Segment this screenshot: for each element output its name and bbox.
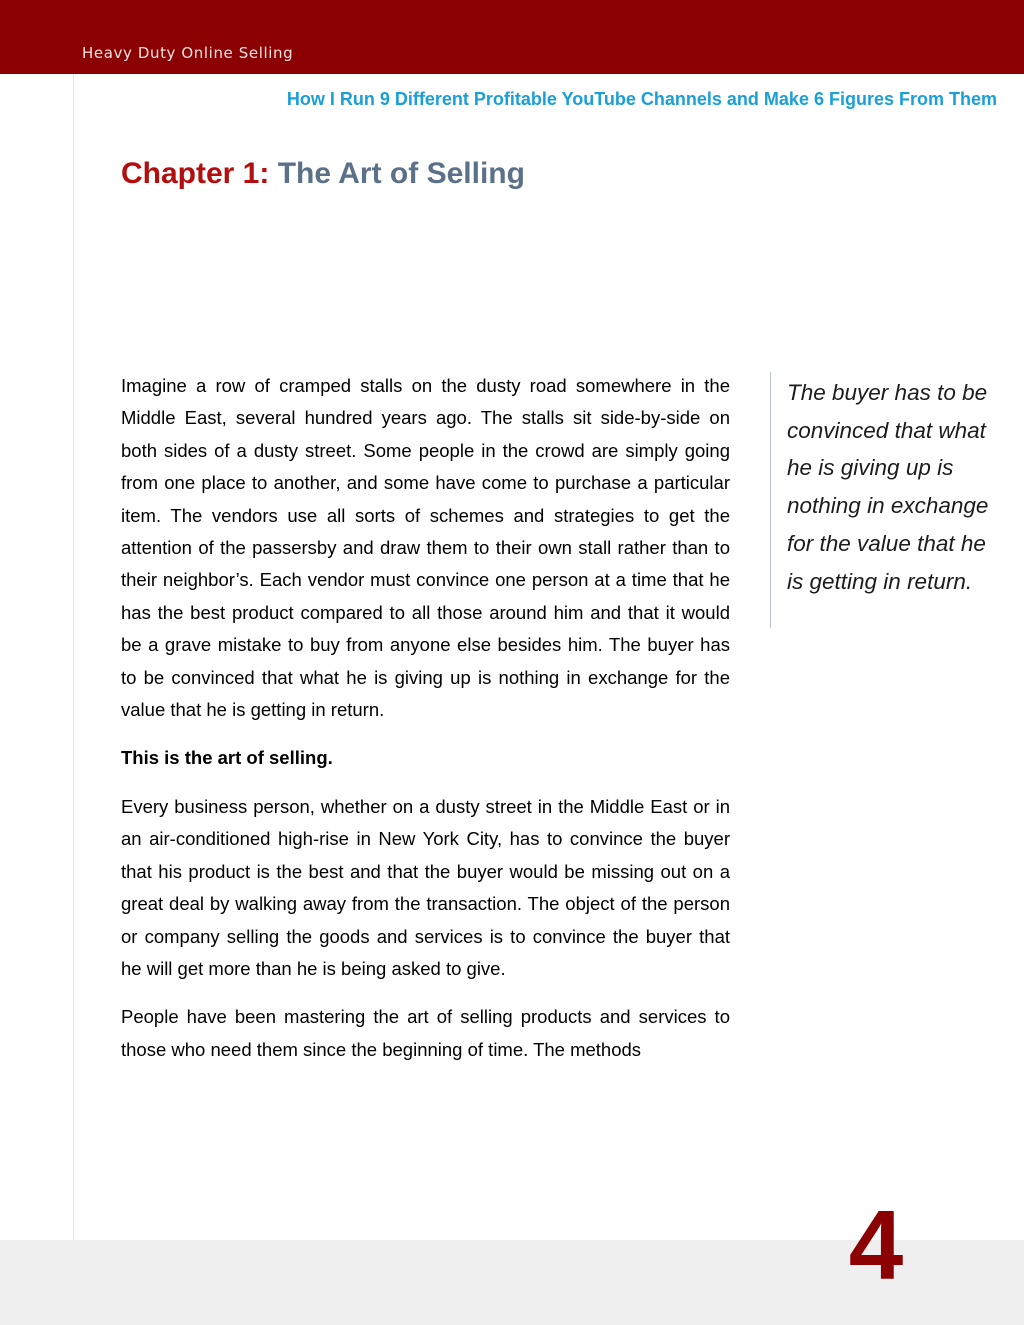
chapter-heading xyxy=(121,157,525,191)
paragraph: Imagine a row of cramped stalls on the dusty road somewhere in the Middle East, several hundred years ago. The stalls sit side-by-side on both sides of a dusty street. Some people in the crowd are simply going from one place to another, and some have come to purchase a particular item. The vendors use all sorts of schemes and strategies to get the attention of the passersby and draw them to their own stall rather than to their neighbor’s. Each vendor must convince one person at a time that he has the best product compared to all those around him and that it would be a grave mistake to buy from anyone else besides him. The buyer has to be convinced that what he is giving up is nothing in exchange for the value that he is getting in return. xyxy=(121,375,730,721)
paragraph: Every business person, whether on a dusty street in the Middle East or in an air-conditioned high-rise in New York City, has to convince the buyer that his product is the best and that the buyer would be missing out on a great deal by walking away from the transaction. The object of the person or company selling the goods and services is to convince the buyer that he will get more than he is being asked to give. xyxy=(121,795,730,979)
chapter-title: The Art of Selling xyxy=(277,157,525,190)
body-text xyxy=(121,370,730,1082)
book-subtitle: How I Run 9 Different Profitable YouTube Channels and Make 6 Figures From Them xyxy=(286,89,997,109)
paragraph: People have been mastering the art of selling products and services to those who need them since the beginning of time. The methods xyxy=(121,1006,730,1060)
paragraph-emphasis: This is the art of selling. xyxy=(121,747,333,769)
brand-title: Heavy Duty Online Selling xyxy=(82,44,294,62)
chapter-number: Chapter 1: xyxy=(121,157,270,190)
pull-quote: The buyer has to be convinced that what he is giving up is nothing in exchange for the value that he is getting in return. xyxy=(770,372,990,628)
page-number: 4 xyxy=(848,1190,904,1300)
left-margin-rule xyxy=(73,74,74,1240)
header-bar xyxy=(0,0,1024,74)
